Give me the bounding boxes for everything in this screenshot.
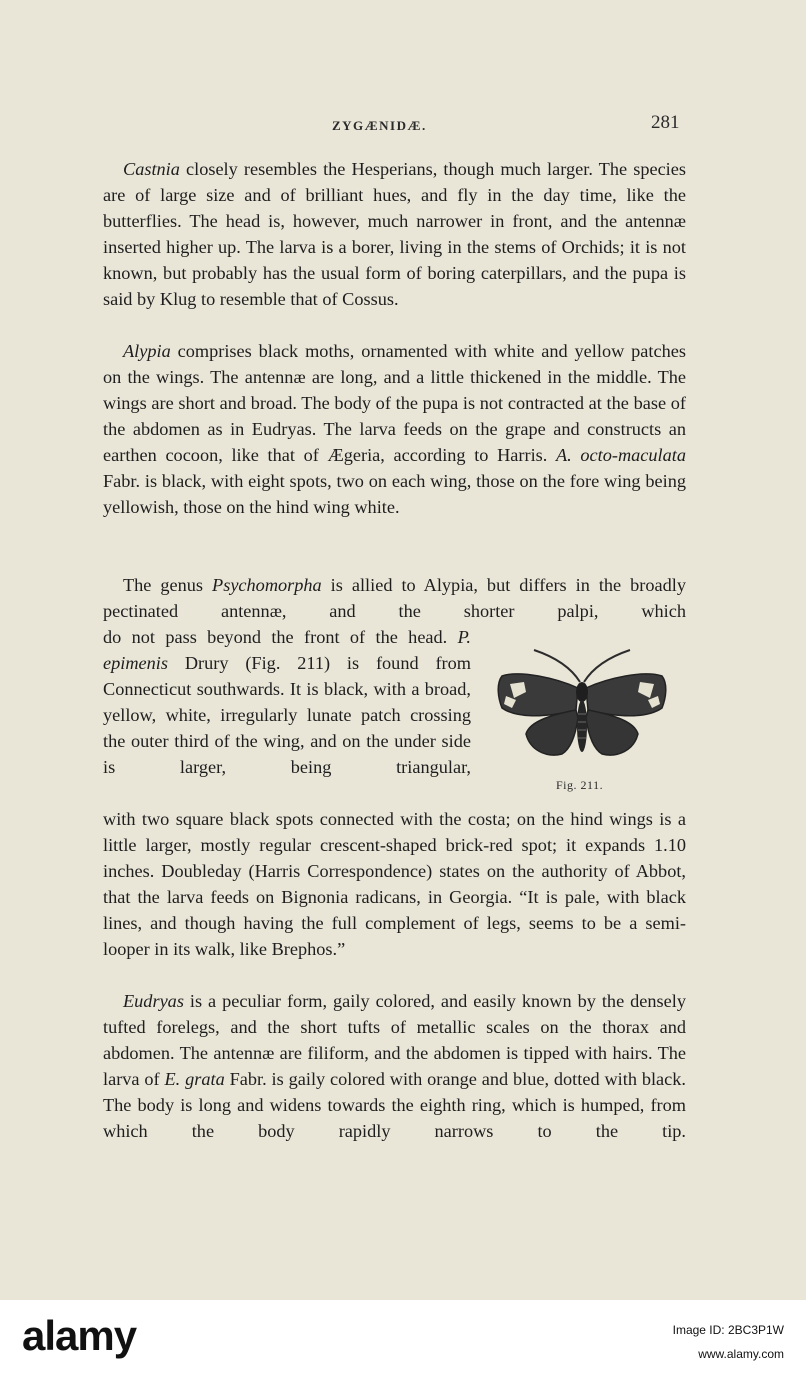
genus-alypia: Alypia xyxy=(123,341,171,361)
paragraph-alypia-text-a: comprises black moths, ornamented with white and yellow patches on the wings. The antennæ are long, and a little thickened in the middle. The wings are short and broad. The body of the pupa is not contracted at the base of the abdomen as in Eudryas. The larva feeds on the grape and constructs an earthen cocoon, like that of Ægeria, according to Harris. xyxy=(103,341,686,465)
site-url: www.alamy.com xyxy=(698,1347,784,1361)
paragraph-psychomorpha-wrap-b: Drury (Fig. 211) is found from Connecticut southwards. It is black, with a broad, yellow, white, irregularly lunate patch crossing the outer third of the wing, and on the under side is larger, being triangular, xyxy=(103,653,471,777)
moth-illustration xyxy=(496,648,668,778)
paragraph-psychomorpha-wrap xyxy=(103,624,471,780)
paragraph-eudryas-text-b: Fabr. is gaily colored with orange and blue, dotted with black. The body is long and widens towards the eighth ring, which is humped, from which the body rapidly narrows to the tip. xyxy=(103,1069,686,1141)
paragraph-psychomorpha-wrap-a: do not pass beyond the front of the head. xyxy=(103,627,458,647)
genus-castnia: Castnia xyxy=(123,159,180,179)
paragraph-psychomorpha-text-b: is allied to Alypia, but differs in the broadly pectinated antennæ, and the shorter palpi, which xyxy=(103,575,686,621)
paragraph-alypia xyxy=(103,338,686,520)
paragraph-eudryas-text-a: is a peculiar form, gaily colored, and easily known by the densely tufted forelegs, and the short tufts of metallic scales on the thorax and abdomen. The antennæ are filiform, and the abdomen is tipped with hairs. The larva of xyxy=(103,991,686,1089)
paragraph-psychomorpha-text-a: The genus xyxy=(123,575,213,595)
paragraph-psychomorpha-text-c: with two square black spots connected with the costa; on the hind wings is a little larger, mostly regular crescent-shaped brick-red spot; it expands 1.10 inches. Doubleday (Harris Correspondence) states on the authority of Abbot, that the larva feeds on Bignonia radicans, in Georgia. “It is pale, with black lines, and though having the full complement of legs, seems to be a semi-looper in its walk, like Brephos.” xyxy=(103,809,686,959)
genus-psychomorpha: Psychomorpha xyxy=(212,575,322,595)
paragraph-psychomorpha-lead xyxy=(103,572,686,624)
paragraph-castnia xyxy=(103,156,686,312)
paragraph-eudryas xyxy=(103,988,686,1144)
figure-caption: Fig. 211. xyxy=(556,778,604,792)
page-number: 281 xyxy=(651,112,680,133)
page-header xyxy=(0,112,806,136)
image-id: Image ID: 2BC3P1W xyxy=(672,1323,784,1337)
species-grata: E. grata xyxy=(164,1069,225,1089)
species-octo-maculata: A. octo-maculata xyxy=(556,445,686,465)
species-epimenis: P. epimenis xyxy=(103,627,471,673)
paragraph-castnia-text: closely resembles the Hesperians, though much larger. The species are of large size and of brilliant hues, and fly in the day time, like the butterflies. The head is, however, much narrower in front, and the antennæ inserted higher up. The larva is a borer, living in the stems of Orchids; it is not known, but probably has the usual form of boring caterpillars, and the pupa is said by Klug to resemble that of Cossus. xyxy=(103,159,686,309)
watermark-info xyxy=(673,1318,784,1366)
paragraph-alypia-text-b: Fabr. is black, with eight spots, two on each wing, those on the fore wing being yellowish, those on the hind wing white. xyxy=(103,471,686,517)
paragraph-psychomorpha-continued xyxy=(103,806,686,962)
running-head: ZYGÆNIDÆ. xyxy=(332,118,427,133)
genus-eudryas: Eudryas xyxy=(123,991,184,1011)
alamy-logo: alamy xyxy=(22,1312,137,1359)
figure-211 xyxy=(496,648,668,798)
